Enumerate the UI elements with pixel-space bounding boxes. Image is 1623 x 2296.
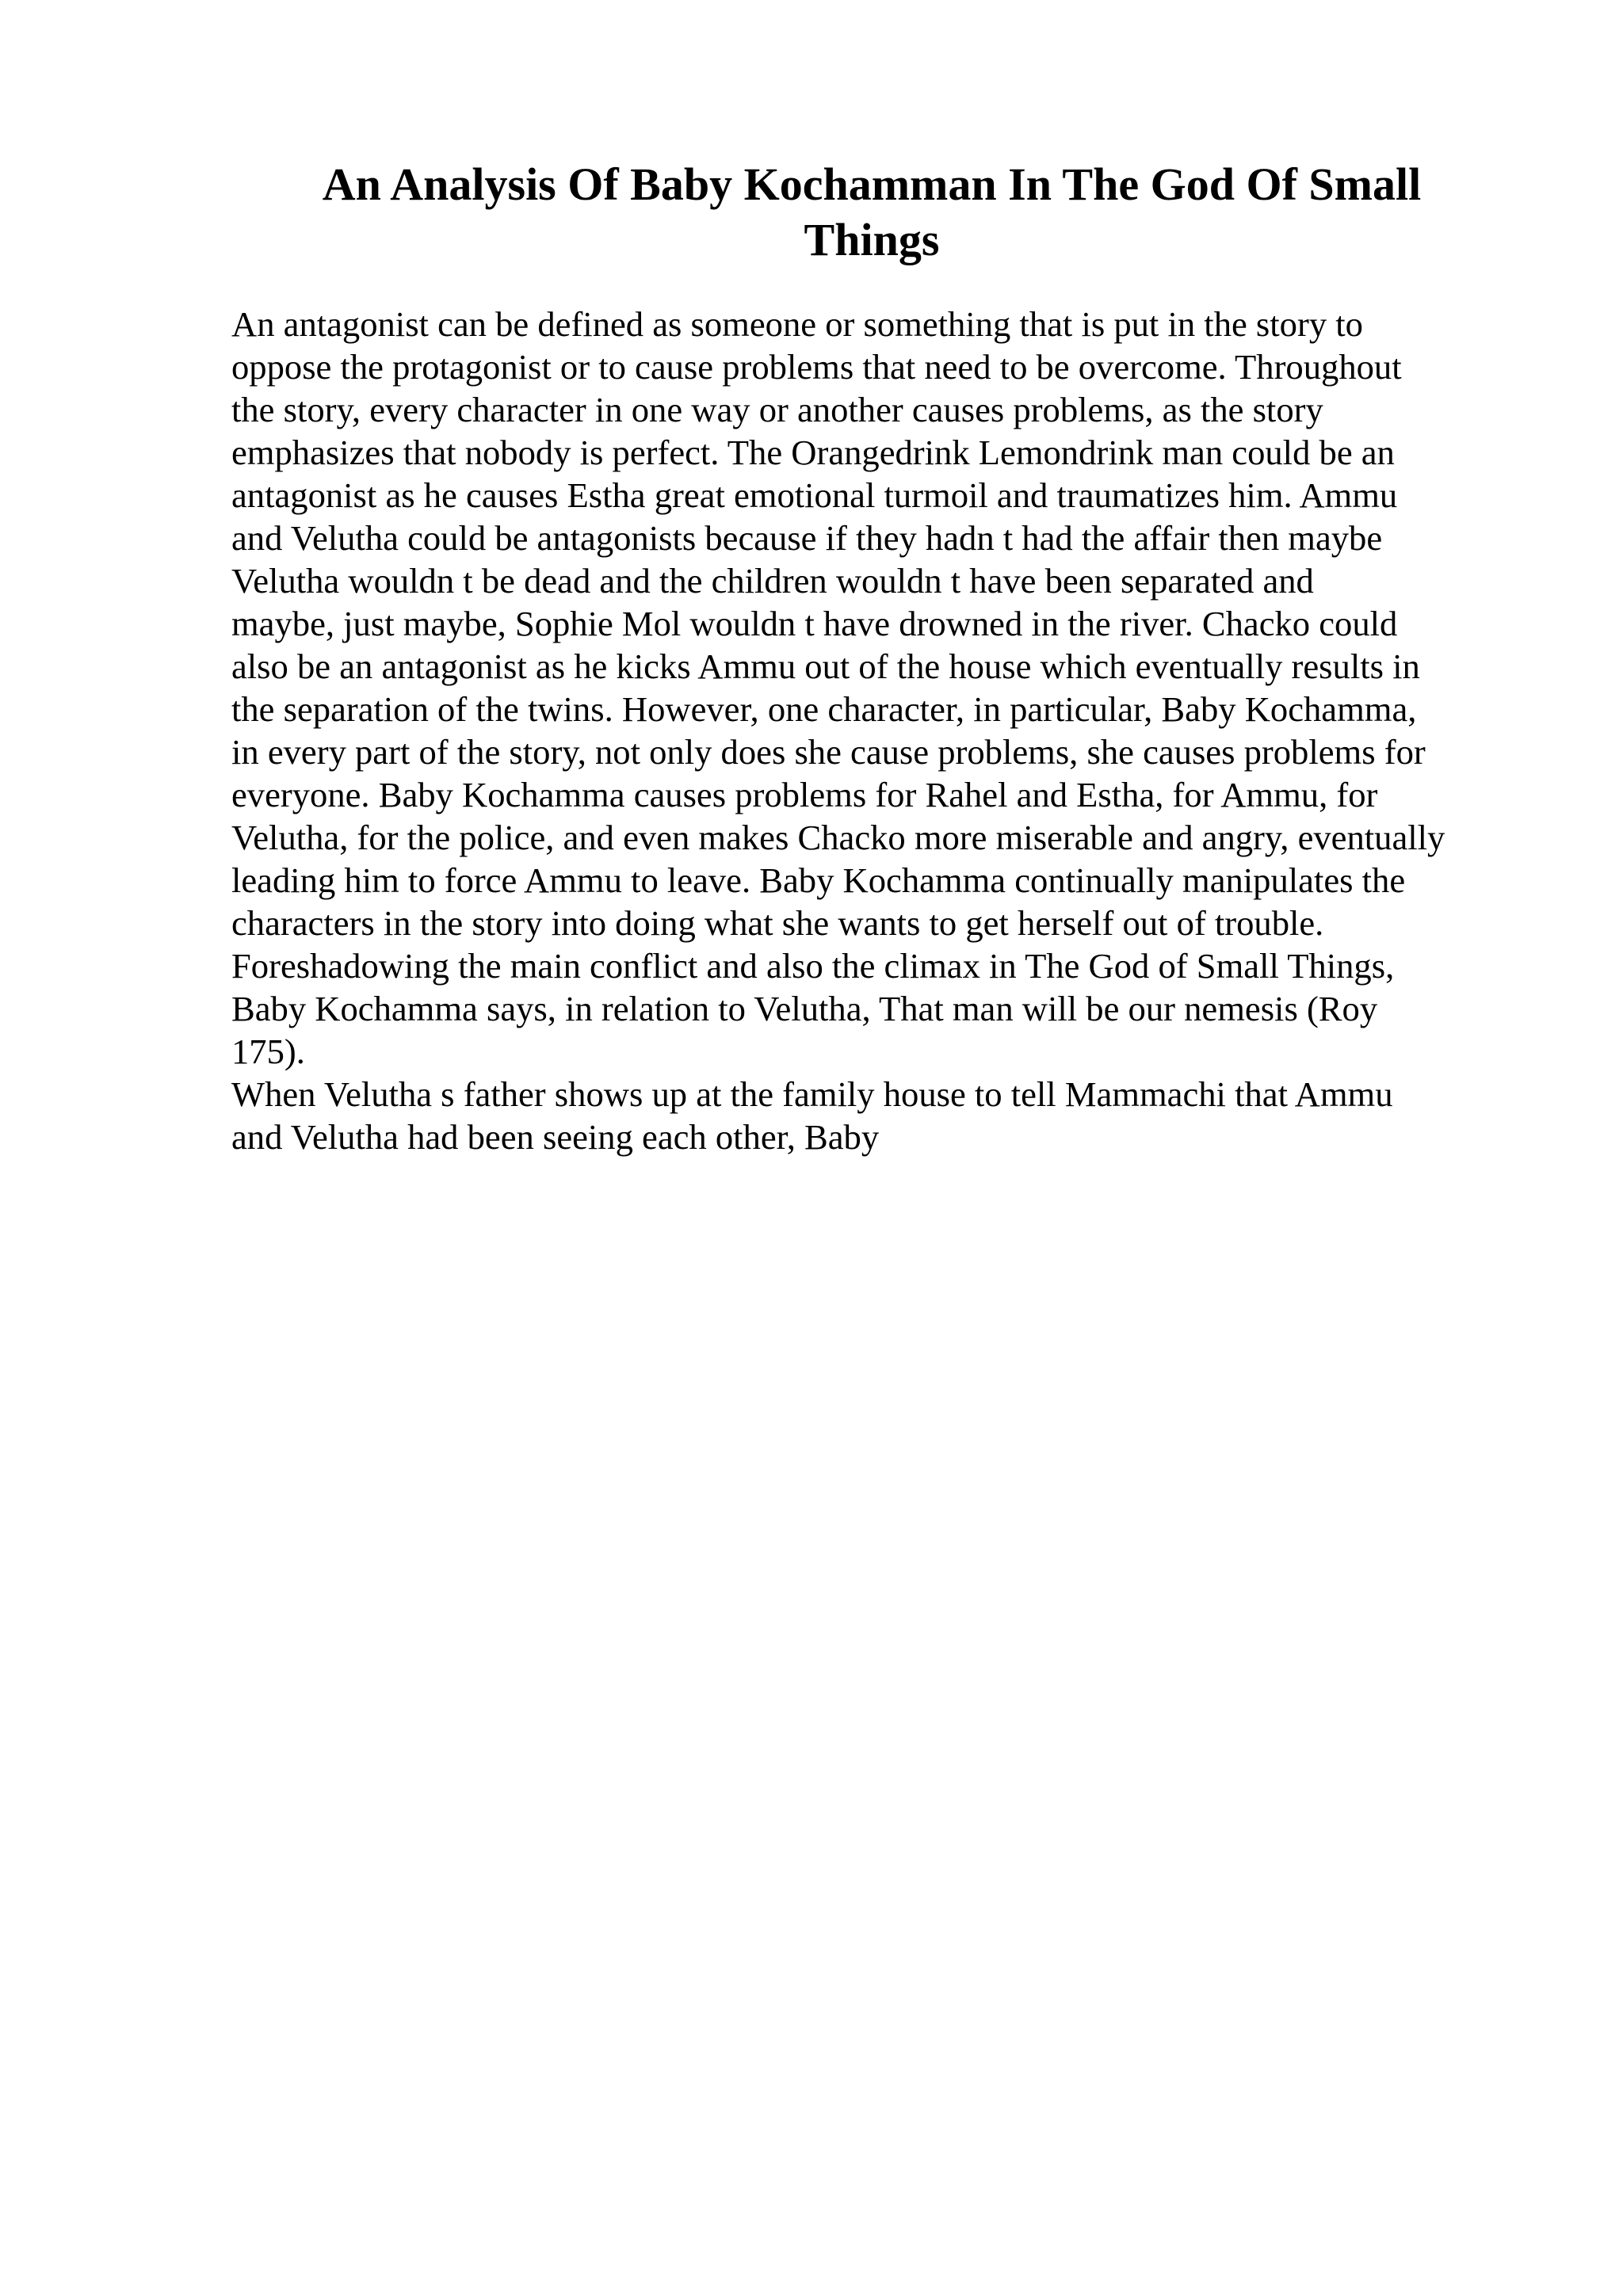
text-line: everyone. Baby Kochamma causes problems for Rahel and Estha, for Ammu, for bbox=[231, 775, 1378, 814]
body-paragraph-2 bbox=[231, 1073, 1531, 1158]
text-line: Baby Kochamma says, in relation to Velutha, That man will be our nemesis (Roy bbox=[231, 989, 1378, 1028]
document-title bbox=[262, 157, 1482, 268]
text-line: leading him to force Ammu to leave. Baby Kochamma continually manipulates the bbox=[231, 860, 1406, 900]
text-line: 175). bbox=[231, 1032, 305, 1071]
text-line: oppose the protagonist or to cause problems that need to be overcome. Throughout bbox=[231, 347, 1402, 387]
text-line: Velutha wouldn t be dead and the children wouldn t have been separated and bbox=[231, 561, 1314, 601]
text-line: also be an antagonist as he kicks Ammu out of the house which eventually results in bbox=[231, 646, 1420, 686]
document-body bbox=[231, 303, 1531, 1158]
text-line: characters in the story into doing what she wants to get herself out of trouble. bbox=[231, 903, 1324, 943]
title-line: Things bbox=[804, 214, 940, 265]
title-line: An Analysis Of Baby Kochamman In The God Of Small bbox=[322, 158, 1422, 210]
body-paragraph-1 bbox=[231, 303, 1531, 1073]
text-line: and Velutha had been seeing each other, Baby bbox=[231, 1117, 880, 1157]
text-line: When Velutha s father shows up at the family house to tell Mammachi that Ammu bbox=[231, 1074, 1393, 1114]
text-line: Velutha, for the police, and even makes Chacko more miserable and angry, eventually bbox=[231, 818, 1445, 857]
text-line: and Velutha could be antagonists because if they hadn t had the affair then maybe bbox=[231, 518, 1383, 558]
text-line: the story, every character in one way or another causes problems, as the story bbox=[231, 390, 1323, 429]
text-line: emphasizes that nobody is perfect. The Orangedrink Lemondrink man could be an bbox=[231, 433, 1395, 472]
text-line: Foreshadowing the main conflict and also the climax in The God of Small Things, bbox=[231, 946, 1395, 986]
text-line: the separation of the twins. However, one character, in particular, Baby Kochamma, bbox=[231, 689, 1417, 729]
text-line: in every part of the story, not only does she cause problems, she causes problems for bbox=[231, 732, 1426, 772]
text-line: maybe, just maybe, Sophie Mol wouldn t have drowned in the river. Chacko could bbox=[231, 604, 1398, 643]
text-line: An antagonist can be defined as someone or something that is put in the story to bbox=[231, 304, 1363, 344]
text-line: antagonist as he causes Estha great emotional turmoil and traumatizes him. Ammu bbox=[231, 475, 1398, 515]
